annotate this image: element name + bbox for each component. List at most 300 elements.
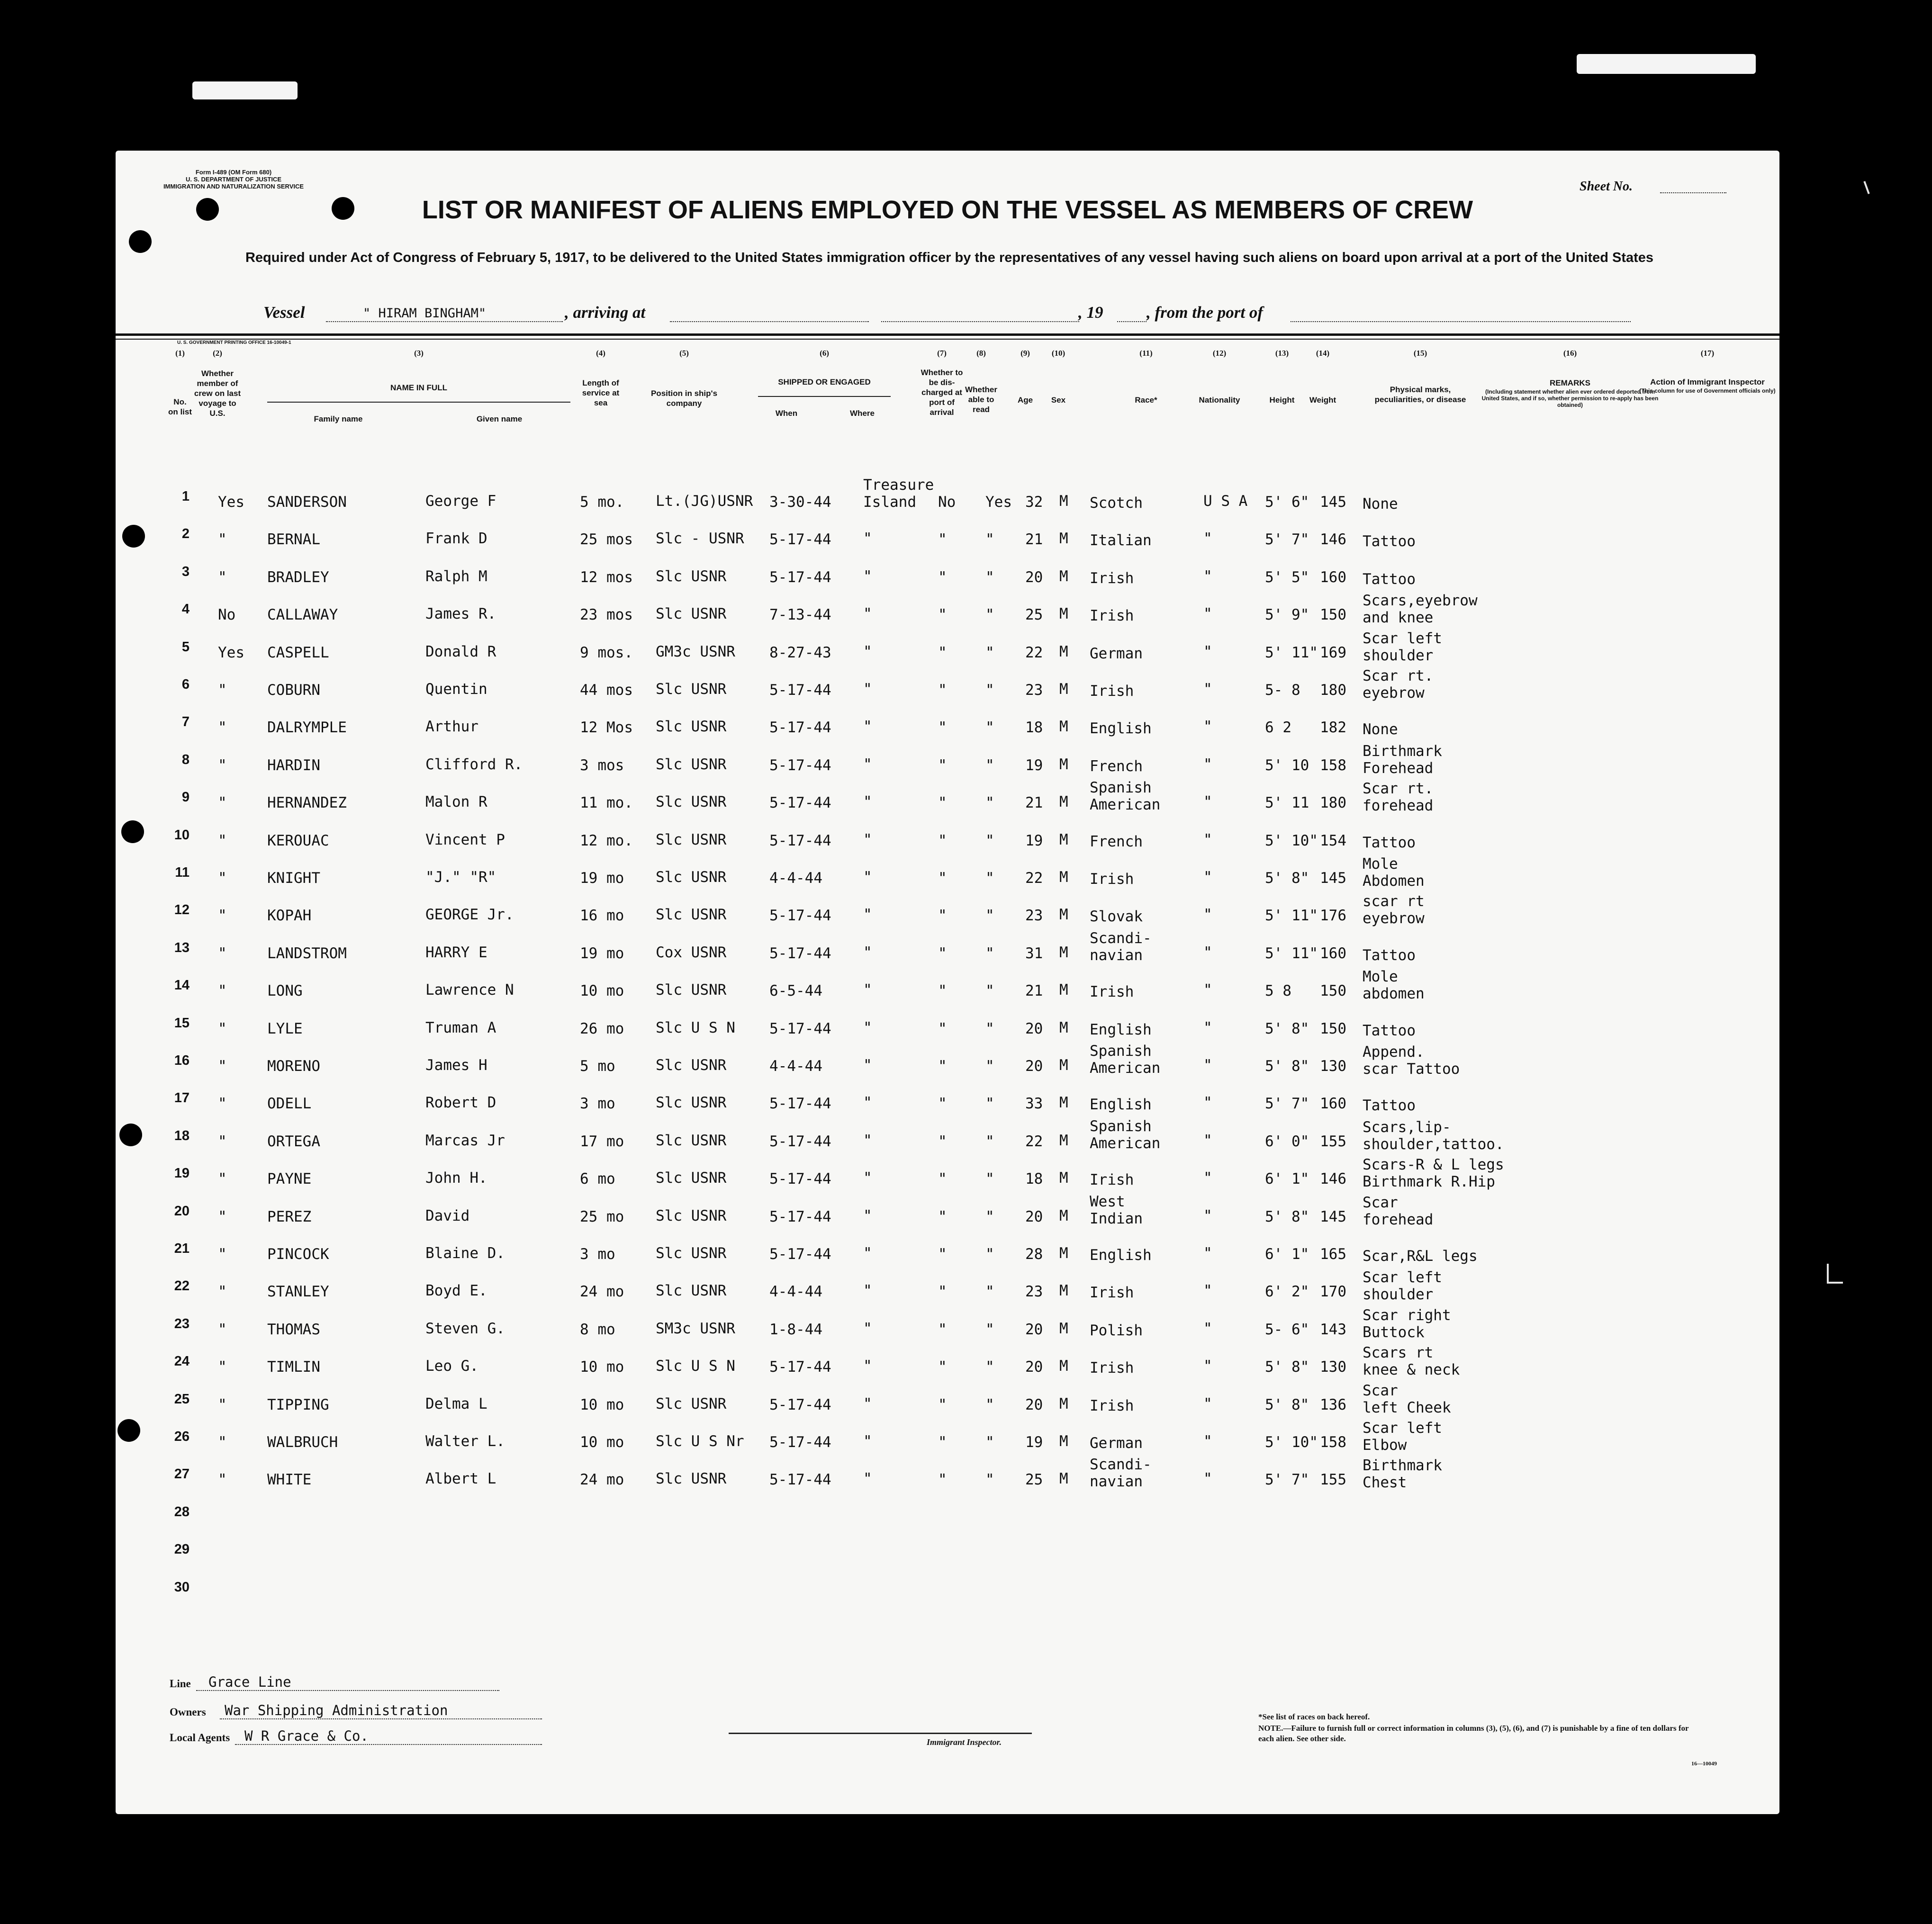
cell-able-to-read: " — [985, 832, 994, 849]
cell-physical-marks-line: scar rt — [1363, 893, 1425, 910]
cell-family-name: BERNAL — [267, 531, 320, 548]
cell-last-voyage: " — [218, 1358, 227, 1376]
cell-shipped-where-line: " — [863, 906, 872, 924]
cell-discharged: " — [938, 1133, 947, 1150]
cell-discharged: " — [938, 682, 947, 699]
cell-age: 20 — [1025, 1208, 1043, 1225]
cell-race — [1090, 1284, 1134, 1301]
cell-shipped-where — [863, 869, 872, 886]
cell-able-to-read: " — [985, 1358, 994, 1376]
cell-height: 5' 6" — [1265, 494, 1309, 511]
cell-service-length: 6 mo — [580, 1170, 615, 1188]
cell-shipped-where — [863, 1282, 872, 1299]
cell-age: 23 — [1025, 907, 1043, 925]
cell-physical-marks — [1363, 721, 1398, 738]
cell-physical-marks-line: Tattoo — [1363, 946, 1416, 964]
column-header: Race* — [1135, 396, 1157, 405]
cell-position: Slc USNR — [656, 1395, 727, 1412]
cell-physical-marks-line: Scar rt. — [1363, 780, 1434, 798]
agents-label: Local Agents — [170, 1732, 230, 1744]
column-header: Nationality — [1199, 396, 1240, 405]
cell-race-line: Scotch — [1090, 494, 1143, 512]
cell-physical-marks — [1363, 667, 1433, 701]
cell-physical-marks-line: Buttock — [1363, 1323, 1425, 1341]
cell-position: Slc USNR — [656, 1094, 727, 1112]
cell-last-voyage: " — [218, 531, 227, 548]
cell-given-name: James H — [425, 1057, 488, 1074]
cell-position: Slc USNR — [656, 1132, 727, 1149]
cell-sex: M — [1059, 981, 1068, 999]
cell-service-length: 5 mo — [580, 1058, 615, 1075]
cell-nationality: " — [1203, 681, 1212, 698]
cell-physical-marks-line: Tattoo — [1363, 1022, 1416, 1039]
inspector-signature-line — [729, 1733, 1032, 1734]
cell-race — [1090, 1456, 1152, 1490]
cell-sex: M — [1059, 1470, 1068, 1488]
column-header: Whether member of crew on last voyage to U.S. — [194, 369, 241, 418]
cell-shipped-where-line: " — [863, 1433, 872, 1450]
column-header: Length of service at sea — [582, 378, 620, 407]
cell-given-name: Malon R — [425, 793, 488, 811]
column-number: (11) — [1139, 349, 1153, 358]
cell-physical-marks-line: Elbow — [1363, 1437, 1407, 1454]
margin-mark — [1827, 1264, 1829, 1283]
cell-shipped-where-line: " — [863, 869, 872, 886]
cell-sex: M — [1059, 1433, 1068, 1450]
row-number: 10 — [174, 827, 190, 843]
cell-shipped-where-line: " — [863, 755, 872, 773]
cell-race — [1090, 833, 1143, 850]
owners-value: War Shipping Administration — [225, 1702, 448, 1718]
cell-height: 5' 9" — [1265, 606, 1309, 624]
cell-weight: 165 — [1320, 1246, 1346, 1263]
cell-family-name: MORENO — [267, 1058, 320, 1075]
page-subtitle: Required under Act of Congress of February 5, 1917, to be delivered to the United States immigration officer by the representatives of any vessel having such aliens on board upon arrival at a port of the United States — [245, 250, 1654, 265]
cell-family-name: KEROUAC — [267, 832, 329, 849]
cell-able-to-read: " — [985, 1396, 994, 1413]
cell-race — [1090, 758, 1143, 775]
cell-service-length: 16 mo — [580, 907, 624, 925]
cell-shipped-when: 5-17-44 — [769, 531, 831, 548]
cell-discharged: No — [938, 494, 956, 511]
cell-nationality: " — [1203, 1169, 1212, 1187]
cell-given-name: Blaine D. — [425, 1245, 505, 1262]
cell-shipped-where-line: " — [863, 643, 872, 660]
cell-height: 5' 11" — [1265, 944, 1318, 962]
cell-position: Slc - USNR — [656, 530, 744, 548]
line-label: Line — [170, 1678, 191, 1690]
cell-family-name: WALBRUCH — [267, 1434, 338, 1451]
cell-discharged: " — [938, 531, 947, 548]
cell-shipped-where — [863, 906, 872, 923]
cell-race-line: Spanish — [1090, 779, 1152, 797]
cell-height: 5' 8" — [1265, 1358, 1309, 1376]
cell-height: 5' 11 — [1265, 794, 1309, 812]
cell-race-line: French — [1090, 833, 1143, 850]
cell-family-name: STANLEY — [267, 1283, 329, 1301]
cell-position: Slc USNR — [656, 869, 727, 886]
cell-service-length: 23 mos — [580, 606, 633, 624]
column-number: (4) — [596, 349, 605, 358]
column-number: (7) — [937, 349, 947, 358]
cell-position: Slc U S Nr — [656, 1433, 744, 1450]
row-number: 5 — [181, 639, 190, 655]
cell-sex: M — [1059, 793, 1068, 811]
cell-position: Slc USNR — [656, 1282, 727, 1300]
cell-nationality: " — [1203, 1057, 1212, 1074]
cell-sex: M — [1059, 906, 1068, 924]
cell-shipped-when: 5-17-44 — [769, 1246, 831, 1263]
cell-weight: 180 — [1320, 682, 1346, 699]
row-number: 26 — [174, 1429, 190, 1444]
column-header: Sex — [1051, 396, 1066, 405]
cell-weight: 176 — [1320, 907, 1346, 925]
cell-age: 20 — [1025, 1020, 1043, 1037]
cell-family-name: TIMLIN — [267, 1358, 320, 1376]
cell-weight: 136 — [1320, 1396, 1346, 1413]
cell-shipped-where — [863, 643, 872, 660]
column-number: (9) — [1020, 349, 1030, 358]
cell-physical-marks-line: None — [1363, 721, 1398, 738]
row-number: 17 — [174, 1090, 190, 1106]
cell-discharged: " — [938, 794, 947, 812]
cell-discharged: " — [938, 644, 947, 661]
year-field — [1117, 321, 1147, 322]
cell-physical-marks — [1363, 855, 1425, 890]
cell-able-to-read: " — [985, 1321, 994, 1338]
cell-last-voyage: No — [218, 606, 236, 624]
cell-position: Slc U S N — [656, 1358, 735, 1375]
cell-shipped-where-line: " — [863, 1358, 872, 1375]
cell-height: 5' 7" — [1265, 531, 1309, 548]
cell-race — [1090, 570, 1134, 587]
cell-physical-marks — [1363, 630, 1442, 664]
cell-shipped-where-line: " — [863, 718, 872, 736]
cell-able-to-read: " — [985, 644, 994, 661]
cell-height: 5- 6" — [1265, 1321, 1309, 1338]
penalty-note: NOTE.—Failure to furnish full or correct information in columns (3), (5), (6), and (7) is punishable by a fine of ten dollars for each alien. See other side. — [1258, 1724, 1689, 1743]
cell-shipped-where — [863, 831, 872, 848]
cell-given-name: John H. — [425, 1169, 488, 1187]
department: U. S. DEPARTMENT OF JUSTICE — [186, 176, 281, 183]
cell-age: 23 — [1025, 682, 1043, 699]
cell-race-line: Irish — [1090, 1397, 1134, 1414]
cell-shipped-when: 6-5-44 — [769, 982, 822, 1000]
cell-race-line: English — [1090, 1021, 1152, 1038]
cell-race-line: navian — [1090, 1473, 1143, 1491]
cell-able-to-read: " — [985, 982, 994, 1000]
cell-given-name: Robert D — [425, 1094, 497, 1112]
cell-physical-marks — [1363, 834, 1416, 851]
vessel-field — [326, 321, 563, 322]
cell-given-name: Albert L — [425, 1470, 497, 1488]
cell-nationality: " — [1203, 793, 1212, 811]
cell-shipped-where — [863, 1019, 872, 1036]
cell-service-length: 24 mo — [580, 1471, 624, 1489]
cell-shipped-where-line: " — [863, 1132, 872, 1149]
cell-weight: 180 — [1320, 794, 1346, 812]
cell-weight: 155 — [1320, 1133, 1346, 1150]
cell-sex: M — [1059, 1395, 1068, 1412]
cell-race — [1090, 1043, 1160, 1077]
cell-race-line: American — [1090, 1060, 1161, 1077]
column-number: (12) — [1212, 349, 1227, 358]
row-number: 13 — [174, 940, 190, 955]
cell-height: 5' 10 — [1265, 756, 1309, 774]
cell-physical-marks — [1363, 1382, 1451, 1416]
cell-able-to-read: " — [985, 1058, 994, 1075]
cell-race-line: West — [1090, 1193, 1125, 1210]
column-header: Position in ship's company — [650, 389, 718, 408]
header-rule — [116, 333, 1779, 336]
cell-physical-marks — [1363, 533, 1416, 550]
cell-physical-marks-line: Mole — [1363, 968, 1398, 986]
cell-race-line: Spanish — [1090, 1043, 1152, 1060]
cell-shipped-where-line: " — [863, 793, 872, 811]
cell-race-line: Spanish — [1090, 1117, 1152, 1135]
cell-race-line: Scandi- — [1090, 929, 1152, 947]
row-number: 18 — [174, 1128, 190, 1143]
cell-race-line: French — [1090, 757, 1143, 775]
cell-nationality: " — [1203, 755, 1212, 773]
cell-discharged: " — [938, 1471, 947, 1489]
cell-position: Slc USNR — [656, 906, 727, 924]
cell-last-voyage: " — [218, 794, 227, 812]
cell-weight: 143 — [1320, 1321, 1346, 1338]
cell-shipped-where — [863, 981, 872, 998]
cell-height: 5' 5" — [1265, 568, 1309, 586]
cell-weight: 146 — [1320, 1170, 1346, 1188]
cell-race-line: Irish — [1090, 683, 1134, 700]
cell-shipped-when: 8-27-43 — [769, 644, 831, 661]
cell-physical-marks-line: knee & neck — [1363, 1361, 1460, 1379]
cell-physical-marks-line: Tattoo — [1363, 1097, 1416, 1115]
cell-given-name: Marcas Jr — [425, 1132, 505, 1149]
cell-nationality: " — [1203, 1019, 1212, 1036]
cell-family-name: LONG — [267, 982, 303, 1000]
cell-discharged: " — [938, 1283, 947, 1301]
form-identifier — [155, 169, 312, 190]
cell-shipped-where-line: " — [863, 1019, 872, 1036]
cell-discharged: " — [938, 1208, 947, 1225]
agents-value: W R Grace & Co. — [244, 1728, 369, 1744]
cell-family-name: KOPAH — [267, 907, 312, 925]
cell-physical-marks-line: Birthmark — [1363, 1457, 1442, 1474]
column-header: Whether able to read — [965, 385, 997, 414]
line-value: Grace Line — [208, 1674, 291, 1690]
cell-physical-marks-line: shoulder — [1363, 1286, 1434, 1304]
cell-sex: M — [1059, 1169, 1068, 1187]
margin-mark — [1863, 181, 1869, 194]
cell-sex: M — [1059, 605, 1068, 623]
cell-shipped-when: 5-17-44 — [769, 907, 831, 925]
cell-shipped-where-line: " — [863, 1094, 872, 1112]
cell-shipped-where-line: " — [863, 1057, 872, 1074]
cell-last-voyage: " — [218, 1095, 227, 1113]
from-port-label: , from the port of — [1147, 303, 1263, 322]
cell-family-name: ORTEGA — [267, 1133, 320, 1150]
cell-shipped-where — [863, 944, 872, 961]
cell-height: 5- 8 — [1265, 682, 1300, 699]
cell-race — [1090, 645, 1143, 662]
cell-height: 6 2 — [1265, 719, 1291, 737]
cell-able-to-read: " — [985, 568, 994, 586]
cell-physical-marks-line: Scar left — [1363, 1420, 1442, 1437]
cell-height: 5 8 — [1265, 982, 1291, 1000]
cell-race — [1090, 1118, 1160, 1152]
margin-mark — [1827, 1282, 1843, 1284]
cell-family-name: TIPPING — [267, 1396, 329, 1413]
punch-hole — [119, 1124, 142, 1146]
cell-discharged: " — [938, 1396, 947, 1413]
cell-age: 22 — [1025, 870, 1043, 887]
cell-able-to-read: " — [985, 1020, 994, 1037]
cell-discharged: " — [938, 719, 947, 737]
cell-last-voyage: " — [218, 1058, 227, 1075]
row-number-empty: 30 — [174, 1579, 190, 1595]
cell-discharged: " — [938, 1058, 947, 1075]
cell-height: 6' 2" — [1265, 1283, 1309, 1301]
cell-physical-marks — [1363, 1097, 1416, 1114]
cell-age: 20 — [1025, 1058, 1043, 1075]
cell-shipped-where-line: " — [863, 1282, 872, 1300]
cell-shipped-where-line: " — [863, 1207, 872, 1224]
cell-physical-marks-line: Forehead — [1363, 759, 1434, 777]
cell-shipped-when: 5-17-44 — [769, 1358, 831, 1376]
cell-last-voyage: " — [218, 719, 227, 737]
cell-discharged: " — [938, 1358, 947, 1376]
cell-race — [1090, 494, 1143, 512]
cell-age: 19 — [1025, 832, 1043, 849]
cell-service-length: 3 mo — [580, 1095, 615, 1113]
cell-physical-marks — [1363, 1194, 1433, 1228]
cell-sex: M — [1059, 643, 1068, 660]
cell-physical-marks-line: shoulder — [1363, 647, 1434, 664]
cell-shipped-where — [863, 1433, 872, 1450]
column-header: No. on list — [168, 397, 192, 416]
line-field — [196, 1690, 499, 1691]
column-header-note: (Including statement whether alien ever ordered deported from United States, and if so, whether permission to re-apply has been obtained) — [1481, 388, 1659, 408]
cell-age: 20 — [1025, 568, 1043, 586]
cell-height: 5' 11" — [1265, 907, 1318, 925]
cell-able-to-read: " — [985, 1095, 994, 1113]
cell-shipped-where — [863, 1395, 872, 1412]
cell-family-name: PAYNE — [267, 1170, 312, 1188]
column-subheader: Given name — [476, 414, 523, 423]
cell-race-line: Italian — [1090, 532, 1152, 549]
agents-field — [235, 1744, 542, 1745]
cell-able-to-read: " — [985, 1133, 994, 1150]
cell-shipped-when: 3-30-44 — [769, 494, 831, 511]
from-port-field — [1291, 321, 1631, 322]
cell-family-name: THOMAS — [267, 1321, 320, 1338]
cell-last-voyage: Yes — [218, 494, 244, 511]
page-title: LIST OR MANIFEST OF ALIENS EMPLOYED ON THE VESSEL AS MEMBERS OF CREW — [422, 196, 1473, 224]
cell-last-voyage: " — [218, 1170, 227, 1188]
cell-physical-marks-line: Mole — [1363, 855, 1398, 872]
row-number: 24 — [174, 1354, 190, 1369]
cell-age: 21 — [1025, 982, 1043, 1000]
manifest-sheet — [116, 151, 1779, 1814]
cell-last-voyage: " — [218, 1246, 227, 1263]
cell-race — [1090, 930, 1152, 964]
column-number: (3) — [414, 349, 424, 358]
cell-race — [1090, 683, 1134, 700]
cell-sex: M — [1059, 944, 1068, 961]
cell-given-name: "J." "R" — [425, 869, 497, 886]
cell-physical-marks — [1363, 592, 1478, 626]
row-number: 7 — [181, 714, 190, 730]
cell-able-to-read: " — [985, 682, 994, 699]
cell-shipped-when: 5-17-44 — [769, 1396, 831, 1413]
cell-race — [1090, 1247, 1152, 1264]
cell-race-line: Irish — [1090, 983, 1134, 1001]
cell-physical-marks — [1363, 1269, 1442, 1303]
cell-physical-marks-line: Scar left — [1363, 629, 1442, 647]
cell-sex: M — [1059, 1207, 1068, 1224]
cell-physical-marks — [1363, 1344, 1460, 1378]
cell-shipped-where — [863, 793, 872, 810]
cell-race-line: English — [1090, 720, 1152, 737]
cell-physical-marks-line: Scar right — [1363, 1306, 1451, 1324]
cell-nationality: " — [1203, 1207, 1212, 1224]
cell-race — [1090, 983, 1134, 1000]
cell-given-name: James R. — [425, 605, 497, 623]
cell-able-to-read: " — [985, 1208, 994, 1225]
cell-shipped-when: 5-17-44 — [769, 1020, 831, 1037]
cell-shipped-where — [863, 568, 872, 585]
cell-service-length: 26 mo — [580, 1020, 624, 1037]
cell-physical-marks — [1363, 1156, 1504, 1190]
column-subheader: When — [775, 409, 798, 418]
cell-family-name: CALLAWAY — [267, 606, 338, 624]
cell-shipped-where — [863, 477, 934, 511]
cell-service-length: 8 mo — [580, 1321, 615, 1338]
cell-family-name: COBURN — [267, 682, 320, 699]
cell-sex: M — [1059, 755, 1068, 773]
cell-given-name: Quentin — [425, 681, 488, 698]
printer-note: U. S. GOVERNMENT PRINTING OFFICE 16-10049-1 — [177, 340, 291, 345]
cell-race-line: American — [1090, 1134, 1161, 1152]
cell-race — [1090, 779, 1160, 813]
arriving-date-field — [881, 321, 1079, 322]
cell-physical-marks — [1363, 743, 1442, 777]
cell-given-name: Frank D — [425, 530, 488, 548]
cell-age: 25 — [1025, 606, 1043, 624]
cell-service-length: 9 mos. — [580, 644, 633, 661]
cell-position: Lt.(JG)USNR — [656, 493, 753, 510]
column-header: Weight — [1309, 396, 1336, 405]
owners-field — [220, 1718, 542, 1719]
column-number: (16) — [1563, 349, 1577, 358]
cell-race-line: Irish — [1090, 1171, 1134, 1189]
cell-sex: M — [1059, 567, 1068, 585]
cell-sex: M — [1059, 493, 1068, 510]
row-number-empty: 28 — [174, 1504, 190, 1519]
cell-able-to-read: " — [985, 719, 994, 737]
cell-physical-marks — [1363, 495, 1398, 512]
cell-sex: M — [1059, 1282, 1068, 1300]
cell-race-line: Irish — [1090, 607, 1134, 625]
paper-scrap-left — [192, 81, 298, 99]
cell-given-name: Walter L. — [425, 1433, 505, 1450]
cell-position: Slc USNR — [656, 755, 727, 773]
row-number: 11 — [175, 865, 190, 880]
cell-family-name: CASPELL — [267, 644, 329, 661]
cell-service-length: 10 mo — [580, 1434, 624, 1451]
row-number: 16 — [174, 1053, 190, 1068]
cell-sex: M — [1059, 1245, 1068, 1262]
